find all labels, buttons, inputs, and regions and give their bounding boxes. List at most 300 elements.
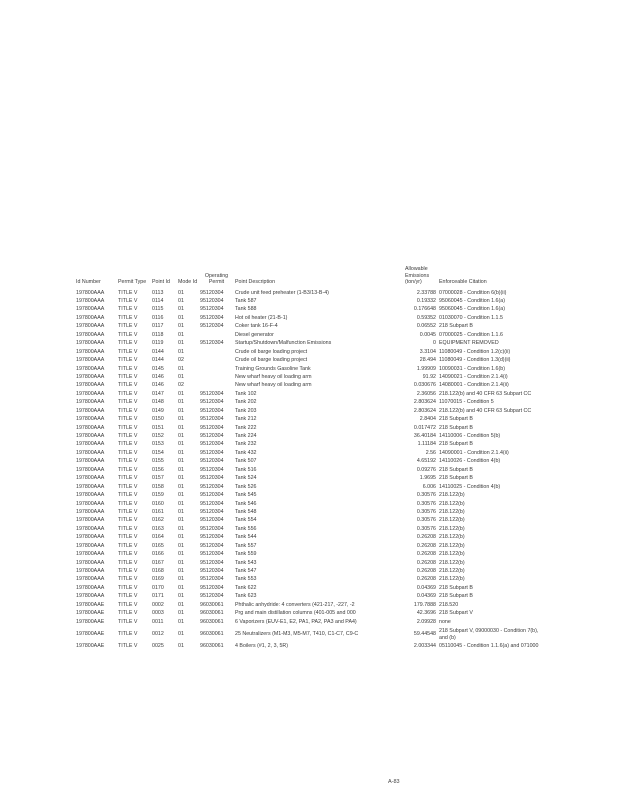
cell-enforceable-citation: 14090021 - Condition 2.1.4(i) bbox=[439, 373, 508, 380]
cell-point-id: 0151 bbox=[152, 424, 164, 431]
cell-allowable-emissions: 36.40184 bbox=[413, 433, 436, 439]
cell-enforceable-citation: 218 Subpart B bbox=[439, 416, 473, 423]
cell-enforceable-citation: 07000025 - Condition 1.1.6 bbox=[439, 331, 503, 338]
cell-point-id: 0164 bbox=[152, 534, 164, 541]
cell-point-description: Tank 587 bbox=[235, 298, 257, 304]
cell-point-description: Tank 554 bbox=[235, 517, 257, 524]
cell-point-description: Tank 526 bbox=[235, 483, 257, 490]
cell-allowable-emissions: 4.65192 bbox=[416, 458, 436, 465]
cell-point-description: Tank 516 bbox=[235, 466, 257, 473]
cell-point-id: 0167 bbox=[152, 559, 164, 566]
cell-mode-id: 01 bbox=[178, 298, 184, 304]
cell-mode-id: 01 bbox=[178, 289, 184, 296]
cell-operating-permit: 95120304 bbox=[200, 416, 224, 423]
cell-point-id: 0156 bbox=[152, 466, 164, 473]
cell-permit-type: TITLE V bbox=[118, 492, 138, 499]
cell-point-description: Hot oil heater (21-B-1) bbox=[235, 314, 288, 321]
cell-mode-id: 01 bbox=[178, 593, 184, 600]
cell-point-id: 0168 bbox=[152, 568, 164, 574]
cell-permit-type: TITLE V bbox=[118, 340, 138, 347]
cell-point-description: Tank 559 bbox=[235, 551, 257, 558]
cell-point-id: 0159 bbox=[152, 492, 164, 499]
cell-operating-permit: 95120304 bbox=[200, 466, 224, 473]
cell-enforceable-citation: 14090001 - Condition 2.1.4(ii) bbox=[439, 449, 509, 456]
cell-enforceable-citation: 218.122(b) bbox=[439, 500, 465, 507]
cell-enforceable-citation: 218 Subpart B bbox=[439, 323, 473, 330]
cell-point-id: 0149 bbox=[152, 407, 164, 414]
table-row bbox=[76, 416, 546, 424]
cell-point-description: Phthalic anhydride: 4 converters (421-217, -227, -2 bbox=[235, 601, 355, 608]
cell-permit-type: TITLE V bbox=[118, 517, 138, 524]
cell-permit-type: TITLE V bbox=[118, 601, 138, 608]
cell-mode-id: 01 bbox=[178, 348, 184, 355]
table-row bbox=[76, 331, 546, 339]
cell-operating-permit: 95120304 bbox=[200, 483, 224, 490]
cell-mode-id: 01 bbox=[178, 441, 184, 448]
cell-permit-type: TITLE V bbox=[118, 399, 138, 406]
cell-mode-id: 01 bbox=[178, 424, 184, 431]
cell-allowable-emissions: 0.26208 bbox=[416, 559, 436, 566]
cell-id-number: 197800AAA bbox=[76, 492, 105, 499]
cell-allowable-emissions: 0.59352 bbox=[416, 314, 436, 321]
cell-enforceable-citation: 14110026 - Condition 4(b) bbox=[439, 458, 501, 465]
cell-point-id: 0169 bbox=[152, 576, 164, 583]
cell-operating-permit: 95120304 bbox=[200, 298, 224, 304]
cell-allowable-emissions: 0.26208 bbox=[416, 568, 436, 574]
cell-enforceable-citation: 218 Subpart V bbox=[439, 610, 473, 617]
cell-id-number: 197800AAA bbox=[76, 289, 105, 296]
cell-point-description: Tank 548 bbox=[235, 508, 257, 515]
cell-enforceable-citation: 218.122(b) bbox=[439, 534, 465, 541]
cell-point-description: Training Grounds Gasoline Tank bbox=[235, 365, 311, 372]
cell-operating-permit: 95120304 bbox=[200, 390, 224, 397]
cell-point-description: Tank 222 bbox=[235, 424, 257, 431]
cell-permit-type: TITLE V bbox=[118, 306, 138, 313]
cell-permit-type: TITLE V bbox=[118, 466, 138, 473]
cell-operating-permit: 95120304 bbox=[200, 475, 224, 482]
cell-id-number: 197800AAA bbox=[76, 441, 105, 448]
cell-mode-id: 01 bbox=[178, 433, 184, 439]
cell-permit-type: TITLE V bbox=[118, 424, 138, 431]
cell-mode-id: 01 bbox=[178, 568, 184, 574]
cell-mode-id: 01 bbox=[178, 601, 184, 608]
cell-enforceable-citation: 218 Subpart V, 09000030 - Condition 7(b), and (b) bbox=[439, 628, 539, 641]
cell-operating-permit: 95120304 bbox=[200, 492, 224, 499]
cell-allowable-emissions: 0.26208 bbox=[416, 576, 436, 583]
cell-operating-permit: 95120304 bbox=[200, 542, 224, 549]
cell-allowable-emissions: 0.04369 bbox=[416, 593, 436, 600]
cell-enforceable-citation: 218.122(b) and 40 CFR 63 Subpart CC bbox=[439, 390, 532, 397]
cell-permit-type: TITLE V bbox=[118, 433, 138, 439]
cell-point-description: Tank 543 bbox=[235, 559, 257, 566]
cell-allowable-emissions: 2.803624 bbox=[413, 407, 436, 414]
cell-enforceable-citation: 11070015 - Condition 5 bbox=[439, 399, 494, 406]
cell-enforceable-citation: 10090031 - Condition 1.6(b) bbox=[439, 365, 505, 372]
table-row bbox=[76, 348, 546, 356]
cell-point-description: 6 Vaporizers (EUV-E1, E2, PA1, PA2, PA3 and PA4) bbox=[235, 618, 357, 625]
header-mode-id: Mode Id bbox=[178, 279, 198, 286]
cell-point-description: Tank 524 bbox=[235, 475, 257, 482]
cell-permit-type: TITLE V bbox=[118, 331, 138, 338]
cell-allowable-emissions: 0.04369 bbox=[416, 584, 436, 591]
cell-mode-id: 01 bbox=[178, 525, 184, 532]
cell-permit-type: TITLE V bbox=[118, 525, 138, 532]
cell-point-id: 0146 bbox=[152, 373, 164, 380]
cell-permit-type: TITLE V bbox=[118, 630, 138, 637]
cell-point-id: 0011 bbox=[152, 618, 164, 625]
cell-enforceable-citation: 218.122(b) bbox=[439, 551, 465, 558]
cell-mode-id: 01 bbox=[178, 576, 184, 583]
cell-mode-id: 01 bbox=[178, 630, 184, 637]
cell-point-id: 0155 bbox=[152, 458, 164, 465]
cell-permit-type: TITLE V bbox=[118, 568, 138, 574]
cell-id-number: 197800AAA bbox=[76, 390, 105, 397]
table-row bbox=[76, 373, 546, 381]
table-row bbox=[76, 618, 546, 626]
cell-allowable-emissions: 2.8404 bbox=[419, 416, 436, 423]
cell-allowable-emissions: 59.44548 bbox=[413, 630, 436, 637]
cell-point-id: 0117 bbox=[152, 323, 164, 330]
cell-permit-type: TITLE V bbox=[118, 314, 138, 321]
cell-allowable-emissions: 0.26208 bbox=[416, 542, 436, 549]
cell-point-id: 0116 bbox=[152, 314, 164, 321]
cell-allowable-emissions: 0.26208 bbox=[416, 551, 436, 558]
cell-point-id: 0002 bbox=[152, 601, 164, 608]
cell-allowable-emissions: 0.0045 bbox=[419, 331, 436, 338]
cell-id-number: 197800AAA bbox=[76, 500, 105, 507]
cell-mode-id: 01 bbox=[178, 584, 184, 591]
cell-operating-permit: 95120304 bbox=[200, 517, 224, 524]
cell-point-description: Startup/Shutdown/Malfunction Emissions bbox=[235, 340, 332, 347]
cell-point-description: Crude oil barge loading project bbox=[235, 348, 308, 355]
cell-point-description: 25 Neutralizers (M1-M3, M5-M7, T410, C1-C7, C9-C bbox=[235, 630, 359, 637]
cell-mode-id: 01 bbox=[178, 517, 184, 524]
cell-point-id: 0114 bbox=[152, 298, 164, 304]
cell-operating-permit: 96030061 bbox=[200, 618, 224, 625]
cell-enforceable-citation: 218.122(b) bbox=[439, 576, 465, 583]
cell-permit-type: TITLE V bbox=[118, 458, 138, 465]
cell-enforceable-citation: EQUIPMENT REMOVED bbox=[439, 340, 499, 347]
cell-allowable-emissions: 1.9695 bbox=[419, 475, 436, 482]
cell-id-number: 197800AAA bbox=[76, 542, 105, 549]
cell-allowable-emissions: 0.030676 bbox=[413, 382, 436, 389]
cell-operating-permit: 96030061 bbox=[200, 610, 224, 617]
cell-point-description: Tank 622 bbox=[235, 584, 257, 591]
cell-enforceable-citation: 218.520 bbox=[439, 601, 459, 608]
cell-id-number: 197800AAE bbox=[76, 630, 105, 637]
cell-point-description: Crude unit feed preheater (1-B3/13-B-4) bbox=[235, 289, 329, 296]
cell-allowable-emissions: 2.803624 bbox=[413, 399, 436, 406]
cell-allowable-emissions: 42.3696 bbox=[416, 610, 436, 617]
cell-point-id: 0154 bbox=[152, 449, 164, 456]
cell-operating-permit: 95120304 bbox=[200, 306, 224, 313]
cell-enforceable-citation: 218 Subpart B bbox=[439, 466, 473, 473]
cell-allowable-emissions: 3.3104 bbox=[419, 348, 436, 355]
cell-id-number: 197800AAA bbox=[76, 508, 105, 515]
cell-point-description: Tank 507 bbox=[235, 458, 257, 465]
cell-mode-id: 01 bbox=[178, 643, 184, 650]
cell-allowable-emissions: 91.92 bbox=[422, 373, 436, 380]
cell-point-id: 0161 bbox=[152, 508, 164, 515]
cell-enforceable-citation: 07000028 - Condition 6(b)(ii) bbox=[439, 289, 507, 296]
table-row bbox=[76, 551, 546, 559]
cell-point-description: Tank 546 bbox=[235, 500, 257, 507]
cell-operating-permit: 95120304 bbox=[200, 458, 224, 465]
header-point-description: Point Description bbox=[235, 279, 276, 286]
cell-allowable-emissions: 2.003344 bbox=[413, 643, 436, 650]
cell-point-description: Coker tank 16-F-4 bbox=[235, 323, 278, 330]
cell-permit-type: TITLE V bbox=[118, 390, 138, 397]
cell-operating-permit: 96030061 bbox=[200, 630, 224, 637]
cell-point-description: Tank 202 bbox=[235, 399, 257, 406]
cell-point-description: Tank 102 bbox=[235, 390, 257, 397]
cell-enforceable-citation: 95060045 - Condition 1.6(a) bbox=[439, 306, 505, 313]
cell-point-id: 0146 bbox=[152, 382, 164, 389]
table-body bbox=[76, 289, 546, 651]
table-row bbox=[76, 466, 546, 474]
cell-mode-id: 01 bbox=[178, 559, 184, 566]
cell-allowable-emissions: 2.56 bbox=[425, 449, 436, 456]
cell-enforceable-citation: 11080049 - Condition 1.2(c)(ii) bbox=[439, 348, 511, 355]
header-operating-permit: Operating Permit bbox=[204, 272, 229, 286]
cell-operating-permit bbox=[200, 365, 235, 373]
cell-mode-id: 01 bbox=[178, 416, 184, 423]
cell-operating-permit: 95120304 bbox=[200, 314, 224, 321]
cell-permit-type: TITLE V bbox=[118, 551, 138, 558]
cell-point-id: 0157 bbox=[152, 475, 164, 482]
cell-enforceable-citation: 218.122(b) bbox=[439, 525, 465, 532]
cell-permit-type: TITLE V bbox=[118, 534, 138, 541]
cell-enforceable-citation: 01030070 - Condition 1.1.5 bbox=[439, 314, 503, 321]
cell-allowable-emissions: 1.99909 bbox=[416, 365, 436, 372]
cell-enforceable-citation: 218 Subpart B bbox=[439, 593, 473, 600]
cell-enforceable-citation: 14080001 - Condition 2.1.4(ii) bbox=[439, 382, 509, 389]
cell-point-id: 0147 bbox=[152, 390, 164, 397]
table-row bbox=[76, 559, 546, 567]
table-row bbox=[76, 390, 546, 398]
cell-enforceable-citation: 05110045 - Condition 1.1.6(a) and 071000 bbox=[439, 643, 539, 650]
cell-operating-permit: 95120304 bbox=[200, 340, 224, 347]
cell-point-description: Crude oil barge loading project bbox=[235, 357, 308, 364]
cell-operating-permit: 96030061 bbox=[200, 643, 224, 650]
cell-mode-id: 01 bbox=[178, 534, 184, 541]
cell-permit-type: TITLE V bbox=[118, 618, 138, 625]
table-row bbox=[76, 289, 546, 297]
emissions-table bbox=[76, 256, 546, 651]
cell-operating-permit bbox=[200, 357, 235, 365]
cell-point-description: Tank 623 bbox=[235, 593, 257, 600]
cell-permit-type: TITLE V bbox=[118, 542, 138, 549]
cell-allowable-emissions: 0.30576 bbox=[416, 492, 436, 499]
table-row bbox=[76, 458, 546, 466]
cell-point-id: 0144 bbox=[152, 348, 164, 355]
cell-mode-id: 01 bbox=[178, 407, 184, 414]
cell-id-number: 197800AAA bbox=[76, 382, 105, 389]
cell-allowable-emissions: 0 bbox=[433, 340, 436, 347]
cell-permit-type: TITLE V bbox=[118, 643, 138, 650]
cell-point-description: Tank 224 bbox=[235, 433, 257, 439]
table-row bbox=[76, 475, 546, 483]
cell-id-number: 197800AAA bbox=[76, 323, 105, 330]
cell-operating-permit: 95120304 bbox=[200, 568, 224, 574]
cell-operating-permit bbox=[200, 373, 235, 381]
cell-permit-type: TITLE V bbox=[118, 475, 138, 482]
cell-point-id: 0113 bbox=[152, 289, 164, 296]
cell-id-number: 197800AAA bbox=[76, 306, 105, 313]
cell-allowable-emissions: 0.017472 bbox=[413, 424, 436, 431]
cell-id-number: 197800AAE bbox=[76, 610, 105, 617]
cell-permit-type: TITLE V bbox=[118, 373, 138, 380]
cell-point-description: Tank 557 bbox=[235, 542, 257, 549]
cell-point-description: Tank 588 bbox=[235, 306, 257, 313]
cell-point-id: 0148 bbox=[152, 399, 164, 406]
cell-point-id: 0158 bbox=[152, 483, 164, 490]
cell-id-number: 197800AAA bbox=[76, 449, 105, 456]
table-row bbox=[76, 593, 546, 601]
cell-point-description: Tank 232 bbox=[235, 441, 257, 448]
cell-id-number: 197800AAE bbox=[76, 618, 105, 625]
table-row bbox=[76, 314, 546, 322]
cell-mode-id: 01 bbox=[178, 475, 184, 482]
cell-point-id: 0119 bbox=[152, 340, 164, 347]
table-row bbox=[76, 534, 546, 542]
cell-id-number: 197800AAA bbox=[76, 525, 105, 532]
table-row bbox=[76, 297, 546, 305]
cell-point-description: Tank 432 bbox=[235, 449, 257, 456]
cell-mode-id: 01 bbox=[178, 458, 184, 465]
cell-mode-id: 01 bbox=[178, 399, 184, 406]
cell-enforceable-citation: 14110025 - Condition 4(b) bbox=[439, 483, 501, 490]
cell-enforceable-citation: none bbox=[439, 618, 451, 625]
cell-point-id: 0170 bbox=[152, 584, 164, 591]
cell-mode-id: 01 bbox=[178, 306, 184, 313]
cell-operating-permit: 95120304 bbox=[200, 559, 224, 566]
cell-allowable-emissions: 0.30576 bbox=[416, 517, 436, 524]
table-row bbox=[76, 584, 546, 592]
cell-permit-type: TITLE V bbox=[118, 323, 138, 330]
header-id-number: Id Number bbox=[76, 279, 101, 286]
cell-point-id: 0153 bbox=[152, 441, 164, 448]
cell-mode-id: 01 bbox=[178, 373, 184, 380]
cell-enforceable-citation: 218.122(b) bbox=[439, 542, 465, 549]
cell-id-number: 197800AAA bbox=[76, 584, 105, 591]
cell-point-description: Tank 203 bbox=[235, 407, 257, 414]
cell-point-description: Prg and main distillation columns (401-005 and 000 bbox=[235, 610, 356, 617]
table-row bbox=[76, 627, 546, 643]
cell-point-id: 0163 bbox=[152, 525, 164, 532]
cell-operating-permit: 95120304 bbox=[200, 525, 224, 532]
cell-mode-id: 01 bbox=[178, 508, 184, 515]
cell-id-number: 197800AAA bbox=[76, 365, 105, 372]
cell-permit-type: TITLE V bbox=[118, 449, 138, 456]
cell-enforceable-citation: 95060045 - Condition 1.6(a) bbox=[439, 298, 505, 304]
cell-point-id: 0145 bbox=[152, 365, 164, 372]
cell-point-description: Tank 212 bbox=[235, 416, 257, 423]
table-row bbox=[76, 525, 546, 533]
cell-mode-id: 01 bbox=[178, 314, 184, 321]
cell-enforceable-citation: 11080049 - Condition 1.3(d)(ii) bbox=[439, 357, 511, 364]
cell-mode-id: 01 bbox=[178, 340, 184, 347]
cell-id-number: 197800AAA bbox=[76, 475, 105, 482]
cell-id-number: 197800AAE bbox=[76, 601, 105, 608]
cell-enforceable-citation: 218 Subpart B bbox=[439, 441, 473, 448]
cell-id-number: 197800AAA bbox=[76, 407, 105, 414]
table-row bbox=[76, 500, 546, 508]
cell-enforceable-citation: 218.122(b) bbox=[439, 559, 465, 566]
table-row bbox=[76, 432, 546, 440]
cell-point-description: Tank 553 bbox=[235, 576, 257, 583]
cell-operating-permit: 95120304 bbox=[200, 407, 224, 414]
cell-point-description: Tank 544 bbox=[235, 534, 257, 541]
cell-permit-type: TITLE V bbox=[118, 576, 138, 583]
cell-id-number: 197800AAA bbox=[76, 568, 105, 574]
cell-mode-id: 01 bbox=[178, 466, 184, 473]
cell-allowable-emissions: 1.11184 bbox=[417, 441, 436, 448]
cell-enforceable-citation: 218.122(b) bbox=[439, 492, 465, 499]
table-row bbox=[76, 508, 546, 516]
table-row bbox=[76, 306, 546, 314]
table-row bbox=[76, 399, 546, 407]
cell-operating-permit: 95120304 bbox=[200, 593, 224, 600]
cell-id-number: 197800AAE bbox=[76, 643, 105, 650]
cell-allowable-emissions: 2.33788 bbox=[416, 289, 436, 296]
cell-id-number: 197800AAA bbox=[76, 357, 105, 364]
cell-permit-type: TITLE V bbox=[118, 593, 138, 600]
cell-permit-type: TITLE V bbox=[118, 508, 138, 515]
cell-mode-id: 01 bbox=[178, 365, 184, 372]
cell-operating-permit: 95120304 bbox=[200, 289, 224, 296]
cell-id-number: 197800AAA bbox=[76, 576, 105, 583]
cell-mode-id: 01 bbox=[178, 542, 184, 549]
cell-allowable-emissions: 0.30576 bbox=[416, 500, 436, 507]
cell-allowable-emissions: 0.176648 bbox=[413, 306, 436, 313]
cell-mode-id: 01 bbox=[178, 323, 184, 330]
cell-operating-permit bbox=[200, 348, 235, 356]
cell-point-description: 4 Boilers (#1, 2, 3, 5R) bbox=[235, 643, 288, 650]
cell-mode-id: 01 bbox=[178, 618, 184, 625]
cell-point-id: 0003 bbox=[152, 610, 164, 617]
table-row bbox=[76, 542, 546, 550]
table-row bbox=[76, 576, 546, 584]
table-row bbox=[76, 567, 546, 575]
cell-allowable-emissions: 0.30576 bbox=[416, 525, 436, 532]
table-row bbox=[76, 340, 546, 348]
table-row bbox=[76, 610, 546, 618]
cell-point-id: 0162 bbox=[152, 517, 164, 524]
cell-mode-id: 01 bbox=[178, 610, 184, 617]
cell-mode-id: 02 bbox=[178, 382, 184, 389]
cell-permit-type: TITLE V bbox=[118, 407, 138, 414]
table-row bbox=[76, 449, 546, 457]
cell-operating-permit: 95120304 bbox=[200, 551, 224, 558]
cell-allowable-emissions: 2.36056 bbox=[416, 390, 436, 397]
cell-point-id: 0166 bbox=[152, 551, 164, 558]
cell-enforceable-citation: 218.122(b) bbox=[439, 517, 465, 524]
cell-point-id: 0144 bbox=[152, 357, 164, 364]
cell-point-description: Tank 547 bbox=[235, 568, 257, 574]
cell-allowable-emissions: 0.06552 bbox=[416, 323, 436, 330]
cell-operating-permit: 95120304 bbox=[200, 576, 224, 583]
cell-id-number: 197800AAA bbox=[76, 399, 105, 406]
header-allowable-emissions: Allowable Emissions (ton/yr) bbox=[405, 266, 430, 286]
cell-id-number: 197800AAA bbox=[76, 551, 105, 558]
cell-point-id: 0012 bbox=[152, 630, 164, 637]
cell-id-number: 197800AAA bbox=[76, 340, 105, 347]
table-row bbox=[76, 601, 546, 609]
cell-id-number: 197800AAA bbox=[76, 416, 105, 423]
table-row bbox=[76, 492, 546, 500]
table-row bbox=[76, 441, 546, 449]
